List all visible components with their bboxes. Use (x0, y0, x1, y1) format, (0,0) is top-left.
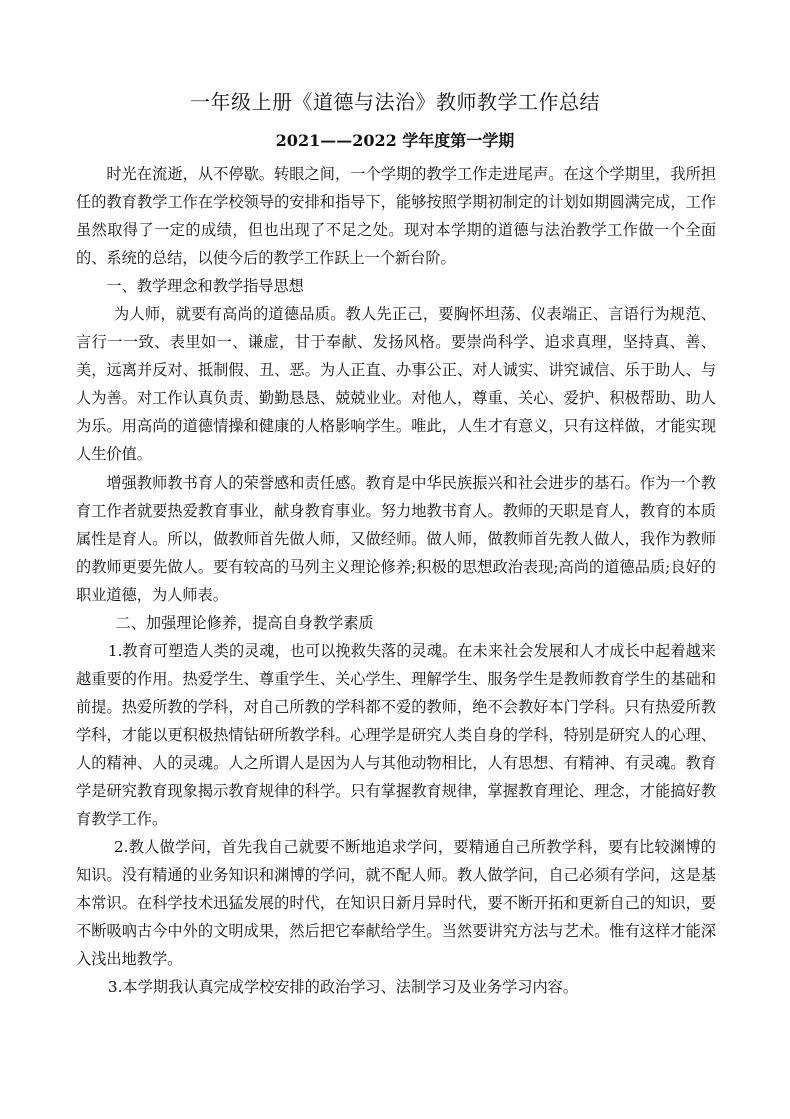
list-item-3: 3.本学期我认真完成学校安排的政治学习、法制学习及业务学习内容。 (107, 978, 579, 997)
section-heading-2: 二、加强理论修养，提高自身教学素质 (115, 613, 374, 632)
paragraph-intro: 时光在流逝，从不停歇。转眼之间，一个学期的教学工作走进尾声。在这个学期里，我所担任的教育教学工作在学校领导的安排和指导下，能够按照学期初制定的计划如期圆满完成，工作虽然取得了一定的成绩，但也出现了不足之处。现对本学期的道德与法治教学工作做一个全面的、系统的总结，以使今后的教学工作跃上一个新台阶。 (76, 165, 716, 268)
section-heading-1: 一、教学理念和教学指导思想 (106, 277, 304, 296)
document-body (76, 160, 716, 1001)
document-subtitle: 2021——2022 学年度第一学期 (275, 131, 515, 150)
list-item-2: 2.教人做学问，首先我自己就要不断地追求学问，要精通自己所教学科，要有比较渊博的知识。没有精通的业务知识和渊博的学问，就不配人师。教人做学问，自己必须有学问，这是基本常识。在科学技术迅猛发展的时代，在知识日新月异时代，要不断开拓和更新自己的知识，要不断吸吶古今中外的文明成果，然后把它奉献给学生。当然要讲究方法与艺术。惟有这样才能深入浅出地教学。 (76, 838, 716, 969)
list-item-1: 1.教育可塑造人类的灵魂，也可以挽救失落的灵魂。在未来社会发展和人才成长中起着越来越重要的作用。热爱学生、尊重学生、关心学生、理解学生、服务学生是教师教育学生的基础和前提。热爱所教的学科，对自己所教的学科都不爱的教师，绝不会教好本门学科。只有热爱所教学科，才能以更积极热情钻研所教学科。心理学是研究人类自身的学科，特别是研究人的心理、人的精神、人的灵魂。人之所谓人是因为人与其他动物相比，人有思想、有精神、有灵魂。教育学是研究教育现象揭示教育规律的科学。只有掌握教育规律，掌握教育理论、理念，才能搞好教育教学工作。 (76, 641, 716, 829)
document-title: 一年级上册《道德与法治》教师教学工作总结 (190, 90, 600, 114)
paragraph-honor-responsibility: 增强教师教书育人的荣誉感和责任感。教育是中华民族振兴和社会进步的基石。作为一个教育工作者就要热爱教育事业，献身教育事业。努力地教书育人。教师的天职是育人，教育的本质属性是育人。所以，做教师首先做人师，又做经师。做人师，做教师首先教人做人，我作为教师的教师更要先做人。要有较高的马列主义理论修养;积极的思想政治表现;高尚的道德品质;良好的职业道德，为人师表。 (76, 473, 716, 604)
paragraph-teacher-morality: 为人师，就要有高尚的道德品质。教人先正己，要胸怀坦荡、仪表端正、言语行为规范、言行一一致、表里如一、谦虚，甘于奉献、发扬风格。要崇尚科学、追求真理，坚持真、善、美，远离并反对、抵制假、丑、恶。为人正直、办事公正、对人诚实、讲究诚信、乐于助人、与人为善。对工作认真负责、勤勤恳恳、兢兢业业。对他人，尊重、关心、爱护、积极帮助、助人为乐。用高尚的道德情操和健康的人格影响学生。唯此，人生才有意义，只有这样做，才能实现人生价值。 (76, 305, 716, 464)
